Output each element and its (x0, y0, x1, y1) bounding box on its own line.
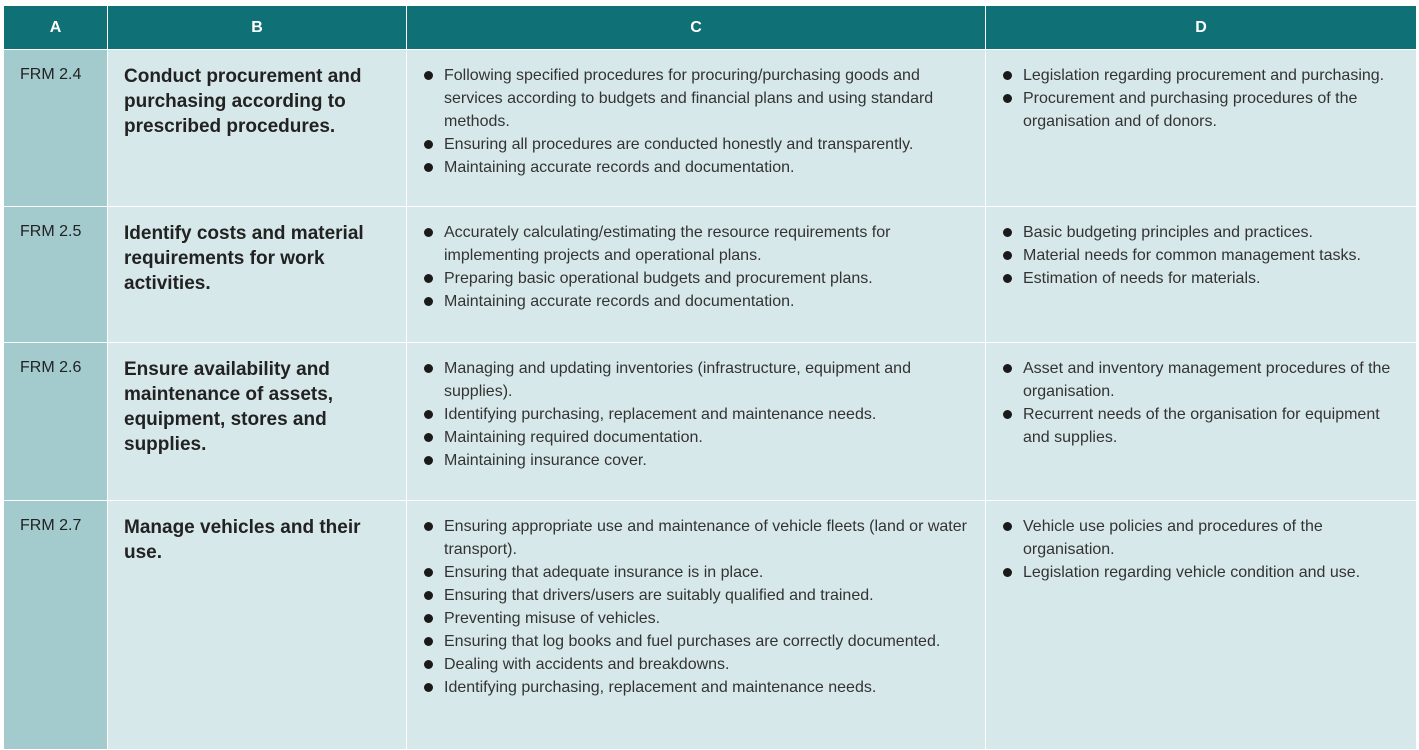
list-item: Managing and updating inventories (infrastructure, equipment and supplies). (423, 357, 977, 403)
list-item: Ensuring appropriate use and maintenance of vehicle fleets (land or water transport). (423, 515, 977, 561)
bullet-list (1002, 515, 1408, 584)
list-item: Identifying purchasing, replacement and maintenance needs. (423, 403, 977, 426)
row-code: FRM 2.5 (4, 207, 108, 343)
list-item: Maintaining insurance cover. (423, 449, 977, 472)
list-item: Maintaining accurate records and documentation. (423, 156, 977, 179)
knowledge-cell (986, 50, 1417, 207)
bullet-list (1002, 221, 1408, 290)
performance-criteria-cell (407, 50, 986, 207)
list-item: Preventing misuse of vehicles. (423, 607, 977, 630)
list-item: Legislation regarding procurement and purchasing. (1002, 64, 1408, 87)
performance-criteria-cell (407, 207, 986, 343)
row-title: Conduct procurement and purchasing according to prescribed procedures. (108, 50, 407, 207)
list-item: Recurrent needs of the organisation for equipment and supplies. (1002, 403, 1408, 449)
row-title: Identify costs and material requirements for work activities. (108, 207, 407, 343)
column-header-b: B (108, 6, 407, 50)
list-item: Ensuring that adequate insurance is in place. (423, 561, 977, 584)
row-title: Manage vehicles and their use. (108, 501, 407, 750)
bullet-list (1002, 64, 1408, 133)
list-item: Identifying purchasing, replacement and maintenance needs. (423, 676, 977, 699)
table-row (4, 207, 1417, 343)
list-item: Material needs for common management tasks. (1002, 244, 1408, 267)
list-item: Maintaining required documentation. (423, 426, 977, 449)
knowledge-cell (986, 343, 1417, 501)
list-item: Asset and inventory management procedures of the organisation. (1002, 357, 1408, 403)
list-item: Preparing basic operational budgets and procurement plans. (423, 267, 977, 290)
performance-criteria-cell (407, 343, 986, 501)
list-item: Estimation of needs for materials. (1002, 267, 1408, 290)
competency-table (3, 5, 1417, 750)
list-item: Ensuring all procedures are conducted honestly and transparently. (423, 133, 977, 156)
column-header-d: D (986, 6, 1417, 50)
list-item: Dealing with accidents and breakdowns. (423, 653, 977, 676)
column-header-a: A (4, 6, 108, 50)
column-header-c: C (407, 6, 986, 50)
knowledge-cell (986, 501, 1417, 750)
list-item: Vehicle use policies and procedures of the organisation. (1002, 515, 1408, 561)
header-row (4, 6, 1417, 50)
list-item: Ensuring that drivers/users are suitably qualified and trained. (423, 584, 977, 607)
list-item: Procurement and purchasing procedures of the organisation and of donors. (1002, 87, 1408, 133)
table-row (4, 501, 1417, 750)
bullet-list (423, 357, 977, 472)
table-row (4, 50, 1417, 207)
list-item: Maintaining accurate records and documentation. (423, 290, 977, 313)
list-item: Accurately calculating/estimating the resource requirements for implementing projects and operational plans. (423, 221, 977, 267)
row-code: FRM 2.7 (4, 501, 108, 750)
bullet-list (423, 221, 977, 313)
table-row (4, 343, 1417, 501)
bullet-list (1002, 357, 1408, 449)
row-code: FRM 2.4 (4, 50, 108, 207)
performance-criteria-cell (407, 501, 986, 750)
row-title: Ensure availability and maintenance of assets, equipment, stores and supplies. (108, 343, 407, 501)
knowledge-cell (986, 207, 1417, 343)
bullet-list (423, 515, 977, 699)
row-code: FRM 2.6 (4, 343, 108, 501)
list-item: Ensuring that log books and fuel purchases are correctly documented. (423, 630, 977, 653)
list-item: Following specified procedures for procuring/purchasing goods and services according to budgets and financial plans and using standard methods. (423, 64, 977, 133)
list-item: Basic budgeting principles and practices. (1002, 221, 1408, 244)
bullet-list (423, 64, 977, 179)
list-item: Legislation regarding vehicle condition and use. (1002, 561, 1408, 584)
